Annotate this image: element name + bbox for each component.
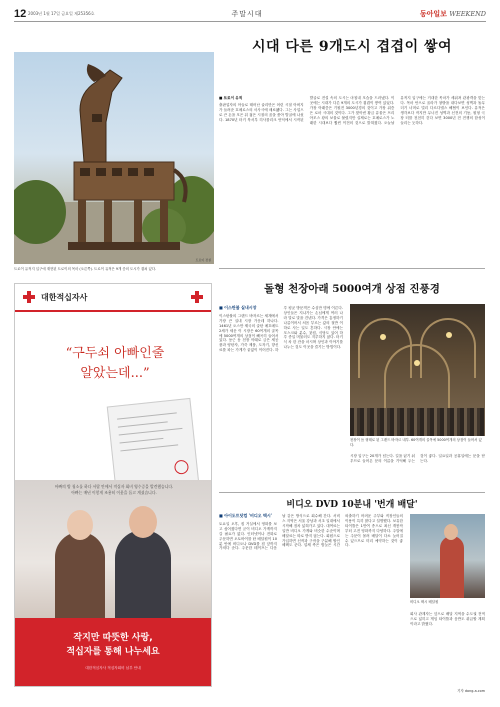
trojan-horse-illustration [14, 52, 214, 264]
story3-headline: 비디오 DVD 10분내 '번개 배달' [286, 500, 418, 510]
story3-article [219, 514, 403, 686]
story3-body-b: 회사 관계자는 앞으로 배달 지역을 수도권 전역으로 넓히고 게임 타이틀과 음반도 취급할 계획이라고 밝혔다. [410, 612, 485, 626]
story3-body: 토요일 오후, 집 거실에서 영화를 보고 싶어졌다면 굳이 비디오 가게까지 갈 필요가 없다. 인터넷이나 전화로 주문하면 오토바이를 탄 배달원이 10분 안에 비디오나 DVD를 집 앞까지 가져다 준다. 주문한 테이프는 다음 날 같은 방식으로 회수해 간다. 서비스 지역은 서울 강남과 서초 일대에서 시작해 점차 넓혀가고 있다. 대여료는 일반 비디오 가게와 비슷한 수준이며 배달료는 따로 받지 않는다. 회원으로 가입하면 신작과 구작을 구분해 할인 혜택도 준다. 업체 측은 밤늦은 시간 외출하기 어려운 주부와 직장인들의 이용이 특히 많다고 설명했다. 보유한 타이틀은 1만여 종으로 최신 개봉작부터 고전 영화까지 다양하다. 주말에는 주문이 몰려 배달이 다소 늦어질 수 있으므로 미리 예약하는 것이 좋다. [219, 514, 403, 551]
doc-line [120, 444, 178, 451]
divider [219, 268, 485, 269]
red-cross-icon [191, 291, 203, 303]
ad-org-name: 대한적십자사 [41, 292, 88, 302]
logo-main: 동아일보 [419, 9, 447, 18]
stamp-icon [174, 459, 189, 474]
delivery-photo [410, 514, 485, 598]
ad-caption [23, 484, 205, 496]
story1-headline: 시대 다른 9개도시 겹겹이 쌓여 [251, 39, 453, 55]
trojan-horse-photo [14, 52, 214, 264]
person [440, 536, 464, 598]
story3-photo-caption: 비디오 택시 배달원 [410, 600, 439, 604]
logo-sub: WEEKEND [449, 9, 486, 18]
person [55, 532, 105, 618]
doc-line [118, 421, 168, 427]
person-head [67, 510, 93, 540]
ad-quote [25, 344, 205, 384]
story2-article [219, 306, 343, 488]
receipt-document-image [107, 398, 200, 492]
red-cross-icon [23, 291, 35, 303]
person-head [129, 506, 157, 538]
story1-article [219, 96, 485, 261]
grand-bazaar-photo [350, 304, 485, 436]
lamp [380, 334, 386, 340]
divider [219, 492, 485, 493]
story2-photo-caption: 천장이 돔 형태로 된 그랜드 바자르 내부. 60여개의 골목에 5000여개의 상점이 들어서 있다. [350, 438, 482, 447]
red-cross-ad [14, 283, 212, 687]
masthead-logo [326, 9, 486, 19]
story1-byline: ■ 트로이 유적 [219, 96, 243, 100]
arch [384, 344, 450, 414]
page-header [14, 6, 486, 22]
ad-header [15, 284, 211, 310]
story2-body-b: 시장 입구는 20개가 넘는다. 길을 잃기 쉬우므로 들어온 문의 이름을 기억해 두는 것이 좋다. 일요일과 공휴일에는 문을 닫는다. [350, 454, 485, 463]
ad-red-bar [15, 310, 211, 312]
doc-line [120, 438, 164, 444]
story2-kicker: ■ 이스탄불 실내시장 [219, 305, 257, 310]
crowd [350, 408, 485, 436]
person [115, 530, 171, 618]
story1-caption: 트로이 유적지 입구에 재현된 트로이의 목마 (오른쪽). 트로이 유적은 9개 층의 도시가 겹쳐 있다. [14, 267, 157, 271]
lamp [414, 360, 420, 366]
lamp [446, 332, 452, 338]
ad-small-print: 대한적십자사 적십자회비 납부 안내 [85, 666, 141, 670]
doc-line [117, 412, 177, 419]
story3-kicker: ■ 아이도트닷컴 '비디오 택시' [219, 513, 272, 518]
person-head [444, 524, 458, 540]
doc-line [119, 428, 183, 436]
family-photo [15, 480, 211, 618]
story2-body: 이스탄불의 그랜드 바자르는 세계에서 가장 큰 실내 시장 가운데 하나다. 1461년 오스만 제국의 술탄 메흐메트 2세가 세운 이 시장은 60여개의 골목에 5000여개의 상점이 빼곡히 들어서 있다. 둥근 돔 천장 아래로 금은 세공품과 양탄자, 가죽 제품, 도자기, 향신료를 파는 가게가 끝없이 이어진다. 하루 평균 방문객은 수십만 명에 이른다. 상인들은 지나가는 손님에게 여러 나라 말로 말을 건넨다. 가격은 흥정하기 나름이어서 처음 부르는 값의 절반 이하로 사는 일도 흔하다. 시장 안에는 모스크와 분수, 찻집, 식당도 있어 하루 종일 머물러도 지루하지 않다. 터키식 차 한 잔을 마시며 상인과 이야기를 나누는 것도 이곳을 즐기는 방법이다. [219, 306, 343, 353]
section-title: 주말시대 [231, 9, 263, 18]
story2-headline: 돌형 천장아래 5000여개 상점 진풍경 [264, 283, 440, 295]
ad-quote-line2: 알았는데...” [80, 366, 150, 381]
ad-caption-line2: 아빠는 매년 이렇게 조용히 이웃을 돕고 계셨습니다. [71, 490, 157, 495]
page-number: 12 [14, 7, 27, 20]
reporter-byline: 기자 dong-a.com [457, 689, 485, 693]
issue-date: 2003년 1월 17일 금요일 제25356호 [28, 10, 95, 16]
photo-credit: 트로이 전설 [195, 258, 211, 262]
ad-slogan-line2: 적십자를 통해 나누세요 [66, 647, 160, 657]
story1-body: 출판업자의 아들로 태어난 슐리만은 어린 시절 아버지가 들려준 호메로스의 서사시에 매료됐다. 그는 사업으로 큰 돈을 모은 뒤 젊은 시절의 꿈을 좇아 발굴에 나섰다. 1870년 터키 북서부 히사를리크 언덕에서 시작된 발굴로 전설 속의 도시는 마침내 모습을 드러냈다. 이곳에는 시대가 다른 9개의 도시가 겹겹이 쌓여 있었다. 가장 아래층은 기원전 3000년경의 것이고 가장 위층은 로마 시대의 것이다. 그가 찾아낸 황금 유물은 프리아모스 왕의 보물로 불렸지만 실제로는 호메로스가 노래한 시대보다 훨씬 이전의 것으로 밝혀졌다. 오늘날 유적지 입구에는 거대한 목마가 세워져 관광객을 맞는다. 목마 안으로 올라가 창밖을 내다보면 성벽과 돌무더기 너머로 멀리 다르다넬스 해협이 보인다. 유적은 생각보다 작지만 무너진 성벽과 신전의 기둥, 원형 극장 터를 천천히 걷다 보면 3000년 전 전쟁의 함성이 들리는 듯하다. [219, 96, 485, 125]
ad-caption-line1: 아빠의 방 청소를 하다 서랍 안에서 적십자 회비 영수증을 발견했습니다. [54, 484, 174, 489]
ad-quote-line1: “구두쇠 아빠인줄 [65, 346, 165, 361]
ad-slogan-line1: 작지만 따뜻한 사랑, [73, 633, 153, 643]
